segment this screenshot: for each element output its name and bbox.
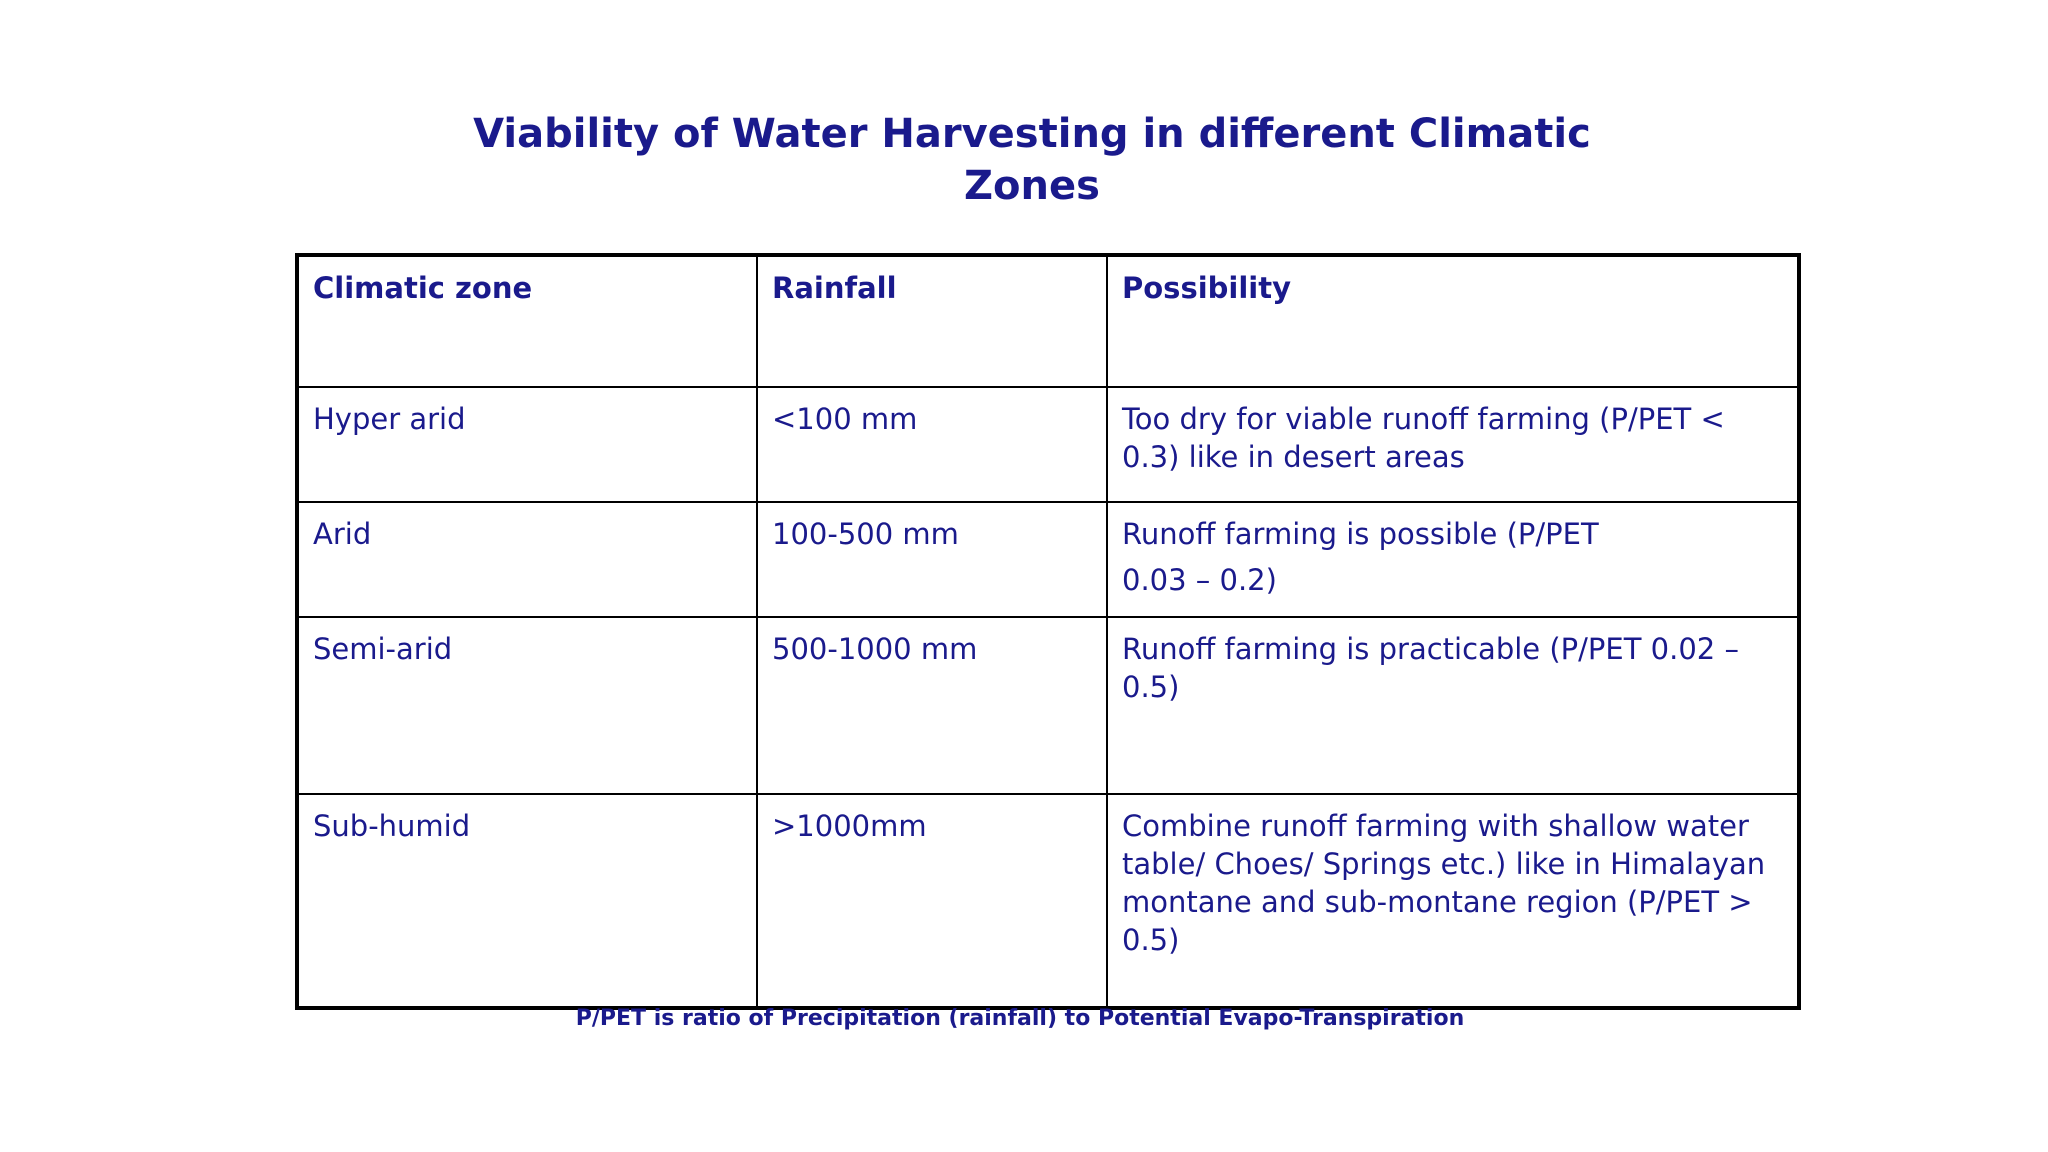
table-row	[297, 387, 1799, 502]
cell-zone: Sub-humid	[297, 794, 757, 1008]
cell-possibility: Runoff farming is practicable (P/PET 0.02 – 0.5)	[1107, 617, 1799, 794]
cell-possibility: Combine runoff farming with shallow water table/ Choes/ Springs etc.) like in Himalayan montane and sub-montane region (P/PET > 0.5)	[1107, 794, 1799, 1008]
possibility-line-2: 0.03 – 0.2)	[1122, 563, 1277, 597]
footnote: P/PET is ratio of Precipitation (rainfall) to Potential Evapo-Transpiration	[575, 1006, 1465, 1031]
header-climatic-zone: Climatic zone	[297, 255, 757, 387]
cell-rainfall: >1000mm	[757, 794, 1107, 1008]
possibility-line-1: Runoff farming is possible (P/PET	[1122, 517, 1599, 551]
table-row	[297, 502, 1799, 617]
cell-zone: Hyper arid	[297, 387, 757, 502]
cell-zone: Semi-arid	[297, 617, 757, 794]
table-row	[297, 794, 1799, 1008]
table-header-row	[297, 255, 1799, 387]
cell-rainfall: 500-1000 mm	[757, 617, 1107, 794]
table-row	[297, 617, 1799, 794]
slide-title: Viability of Water Harvesting in different Climatic Zones	[473, 111, 1591, 209]
header-possibility: Possibility	[1107, 255, 1799, 387]
cell-zone: Arid	[297, 502, 757, 617]
cell-possibility: Too dry for viable runoff farming (P/PET < 0.3) like in desert areas	[1107, 387, 1799, 502]
climatic-zone-table	[295, 253, 1801, 1010]
cell-rainfall: <100 mm	[757, 387, 1107, 502]
cell-possibility	[1107, 502, 1799, 617]
cell-rainfall: 100-500 mm	[757, 502, 1107, 617]
header-rainfall: Rainfall	[757, 255, 1107, 387]
